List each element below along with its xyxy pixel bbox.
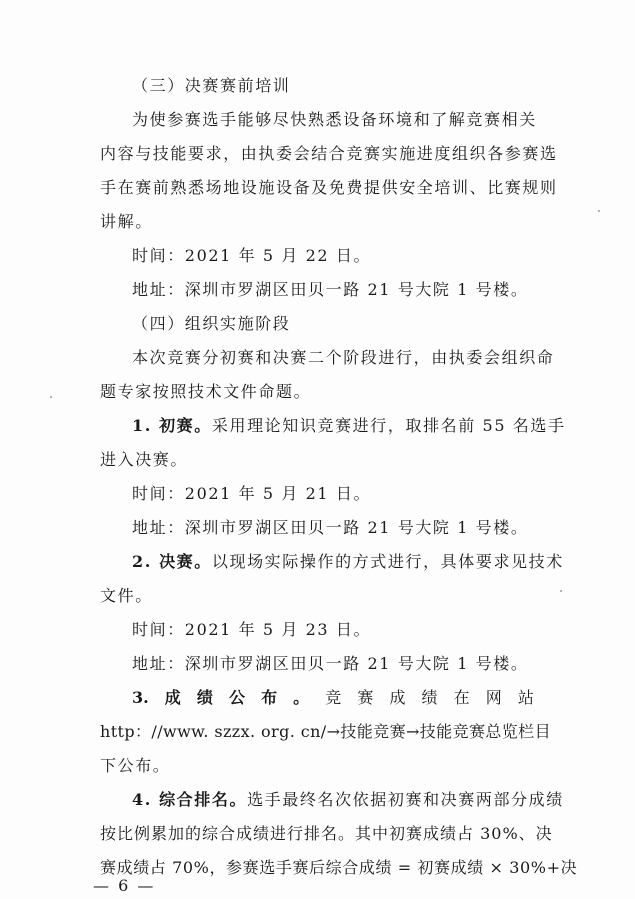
item-4-line-2: 按比例累加的综合成绩进行排名。其中初赛成绩占 30%、决	[100, 824, 553, 843]
item-1-address: 地址：深圳市罗湖区田贝一路 21 号大院 1 号楼。	[132, 518, 529, 537]
item-1-time: 时间：2021 年 5 月 21 日。	[132, 484, 372, 503]
scan-speck	[560, 590, 562, 592]
section-3-heading: （三）决赛赛前培训	[132, 76, 291, 95]
item-3-char: 竞	[325, 688, 342, 707]
item-2-address: 地址：深圳市罗湖区田贝一路 21 号大院 1 号楼。	[132, 654, 529, 673]
item-2-text: 以现场实际操作的方式进行，具体要求见技术	[211, 552, 564, 571]
section-3-time: 时间：2021 年 5 月 22 日。	[132, 246, 372, 265]
item-3-url-line: http：//www. szzx. org. cn/→技能竞赛→技能竞赛总览栏目	[100, 722, 551, 741]
item-3-char: 。	[293, 688, 310, 707]
page-number: — 6 —	[93, 876, 156, 895]
item-3-char: 绩	[421, 688, 438, 707]
section-4-para-line-1: 本次竞赛分初赛和决赛二个阶段进行，由执委会组织命	[132, 348, 555, 367]
item-3-char: 3.	[132, 688, 149, 707]
section-4-heading: （四）组织实施阶段	[132, 314, 291, 333]
section-3-para-line-1: 为使参赛选手能够尽快熟悉设备环境和了解竞赛相关	[132, 110, 537, 129]
item-4-title: 4. 综合排名。	[132, 790, 248, 809]
section-3-para-line-3: 手在赛前熟悉场地设施设备及免费提供安全培训、比赛规则	[100, 178, 558, 197]
section-3-para-line-2: 内容与技能要求，由执委会结合竞赛实施进度组织各参赛选	[100, 144, 558, 163]
item-3-char: 网	[485, 688, 502, 707]
item-1-text: 采用理论知识竞赛进行，取排名前 55 名选手	[211, 416, 566, 435]
item-3-char: 站	[517, 688, 534, 707]
scan-speck	[598, 210, 600, 212]
section-4-para-line-2: 题专家按照技术文件命题。	[100, 382, 312, 401]
item-3-line-1	[132, 688, 534, 708]
item-4-line-3: 赛成绩占 70%，参赛选手赛后综合成绩 = 初赛成绩 × 30%+决	[100, 858, 578, 877]
section-3-para-line-4: 讲解。	[100, 212, 153, 231]
section-3-address: 地址：深圳市罗湖区田贝一路 21 号大院 1 号楼。	[132, 280, 529, 299]
item-3-char: 赛	[357, 688, 374, 707]
item-2-line-2: 文件。	[100, 586, 153, 605]
item-4-line-1	[132, 790, 564, 810]
item-3-line-3: 下公布。	[100, 756, 171, 775]
item-1-line-2: 进入决赛。	[100, 450, 189, 469]
item-3-char: 在	[453, 688, 470, 707]
item-2-title: 2. 决赛。	[132, 552, 212, 571]
item-3-char: 成	[164, 688, 181, 707]
item-4-text: 选手最终名次依据初赛和决赛两部分成绩	[247, 790, 564, 809]
item-1-line-1	[132, 416, 566, 436]
item-3-char: 绩	[196, 688, 213, 707]
item-1-title: 1. 初赛。	[132, 416, 212, 435]
item-2-line-1	[132, 552, 564, 572]
item-3-char: 公	[228, 688, 245, 707]
item-3-char: 布	[261, 688, 278, 707]
item-3-char: 成	[389, 688, 406, 707]
item-2-time: 时间：2021 年 5 月 23 日。	[132, 620, 372, 639]
scan-speck	[50, 396, 52, 398]
